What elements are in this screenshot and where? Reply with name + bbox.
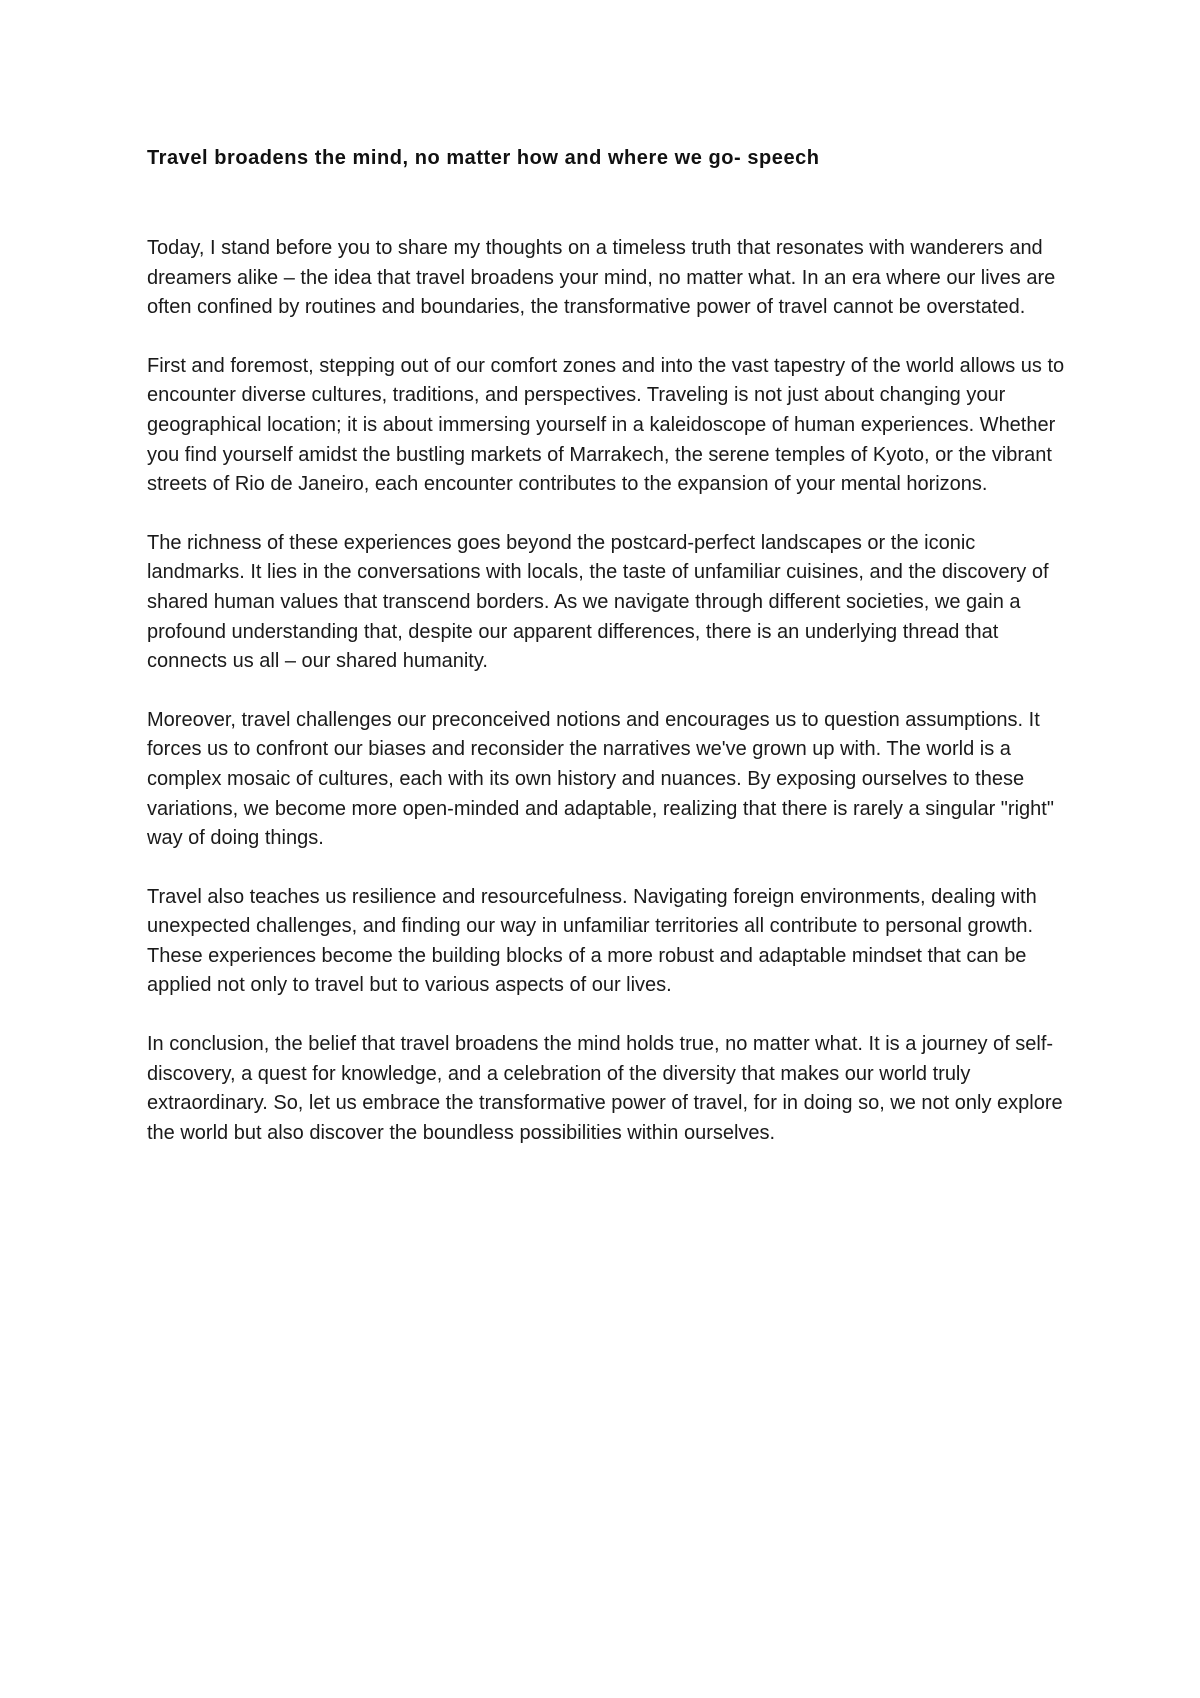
document-title: Travel broadens the mind, no matter how and where we go- speech — [147, 147, 820, 169]
paragraph-list — [147, 234, 1072, 1148]
paragraph-resilience: Travel also teaches us resilience and resourcefulness. Navigating foreign environments, dealing with unexpected challenges, and finding our way in unfamiliar territories all contribute to personal growth. These experiences become the building blocks of a more robust and adaptable mindset that can be applied not only to travel but to various aspects of our lives. — [147, 885, 1037, 997]
paragraph-conclusion: In conclusion, the belief that travel broadens the mind holds true, no matter what. It is a journey of self-discovery, a quest for knowledge, and a celebration of the diversity that makes our world truly extraordinary. So, let us embrace the transformative power of travel, for in doing so, we not only explore the world but also discover the boundless possibilities within ourselves. — [147, 1033, 1063, 1144]
paragraph-challenges: Moreover, travel challenges our preconceived notions and encourages us to question assumptions. It forces us to confront our biases and reconsider the narratives we've grown up with. The world is a complex mosaic of cultures, each with its own history and nuances. By exposing ourselves to these variations, we become more open-minded and adaptable, realizing that there is rarely a singular "right" way of doing things. — [147, 708, 1054, 850]
paragraph-intro: Today, I stand before you to share my thoughts on a timeless truth that resonates with wanderers and dreamers alike – the idea that travel broadens your mind, no matter what. In an era where our lives are often confined by routines and boundaries, the transformative power of travel cannot be overstated. — [147, 237, 1056, 319]
paragraph-richness: The richness of these experiences goes beyond the postcard-perfect landscapes or the iconic landmarks. It lies in the conversations with locals, the taste of unfamiliar cuisines, and the discovery of shared human values that transcend borders. As we navigate through different societies, we gain a profound understanding that, despite our apparent differences, there is an underlying thread that connects us all – our shared humanity. — [147, 531, 1049, 673]
document-body — [147, 143, 1072, 1177]
paragraph-cultures: First and foremost, stepping out of our comfort zones and into the vast tapestry of the world allows us to encounter diverse cultures, traditions, and perspectives. Traveling is not just about changing your geographical location; it is about immersing yourself in a kaleidoscope of human experiences. Whether you find yourself amidst the bustling markets of Marrakech, the serene temples of Kyoto, or the vibrant streets of Rio de Janeiro, each encounter contributes to the expansion of your mental horizons. — [147, 354, 1065, 496]
